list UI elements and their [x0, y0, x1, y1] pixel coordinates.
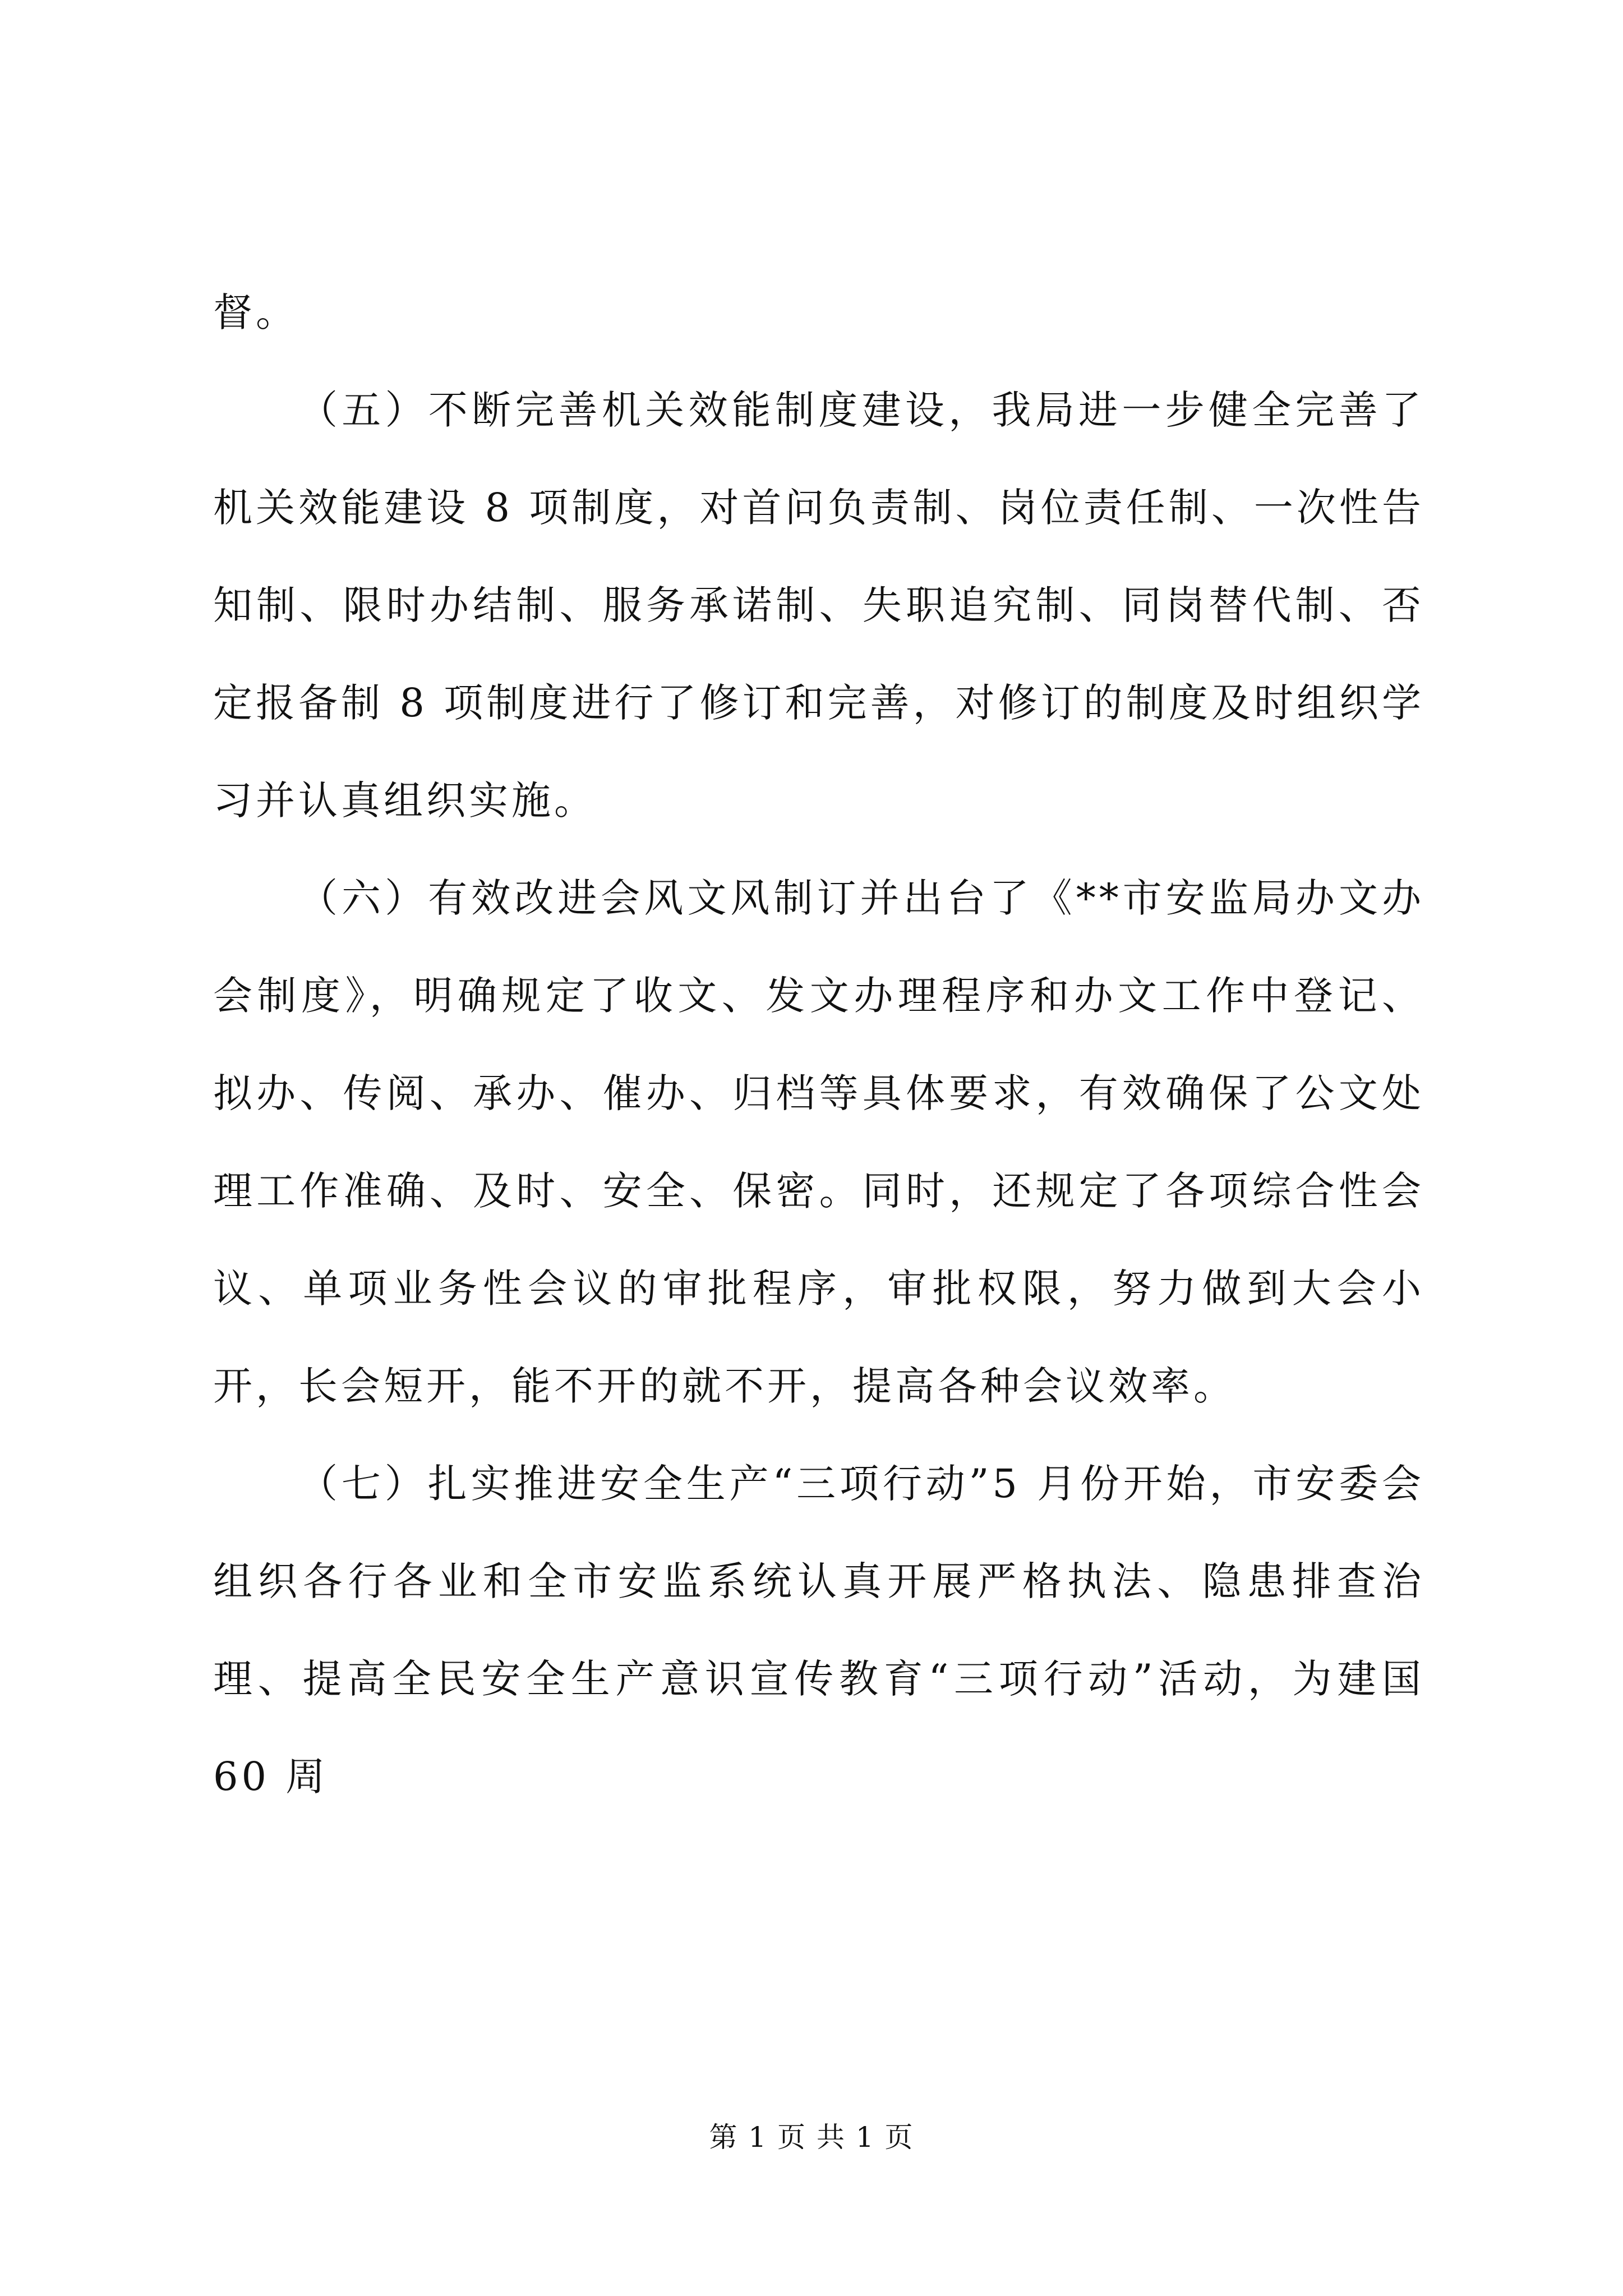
- paragraph-section-six: （六）有效改进会风文风制订并出台了《**市安监局办文办会制度》，明确规定了收文、发文办理程序和办文工作中登记、拟办、传阅、承办、催办、归档等具体要求，有效确保了公文处理工作准确、及时、安全、保密。同时，还规定了各项综合性会议、单项业务性会议的审批程序，审批权限，努力做到大会小开，长会短开，能不开的就不开，提高各种会议效率。: [213, 875, 1424, 1409]
- paragraph-section-seven: （七）扎实推进安全生产“三项行动”5 月份开始，市安委会组织各行各业和全市安监系统认真开展严格执法、隐患排查治理、提高全民安全生产意识宣传教育“三项行动”活动，为建国 60 周: [213, 1461, 1424, 1800]
- document-body: [213, 264, 1424, 1825]
- paragraph-continuation: 督。: [213, 289, 298, 335]
- page-number-footer: 第 1 页 共 1 页: [709, 2121, 914, 2154]
- paragraph-section-five: （五）不断完善机关效能制度建设，我局进一步健全完善了机关效能建设 8 项制度，对首问负责制、岗位责任制、一次性告知制、限时办结制、服务承诺制、失职追究制、同岗替代制、否定报备制 8 项制度进行了修订和完善，对修订的制度及时组织学习并认真组织实施。: [213, 387, 1424, 823]
